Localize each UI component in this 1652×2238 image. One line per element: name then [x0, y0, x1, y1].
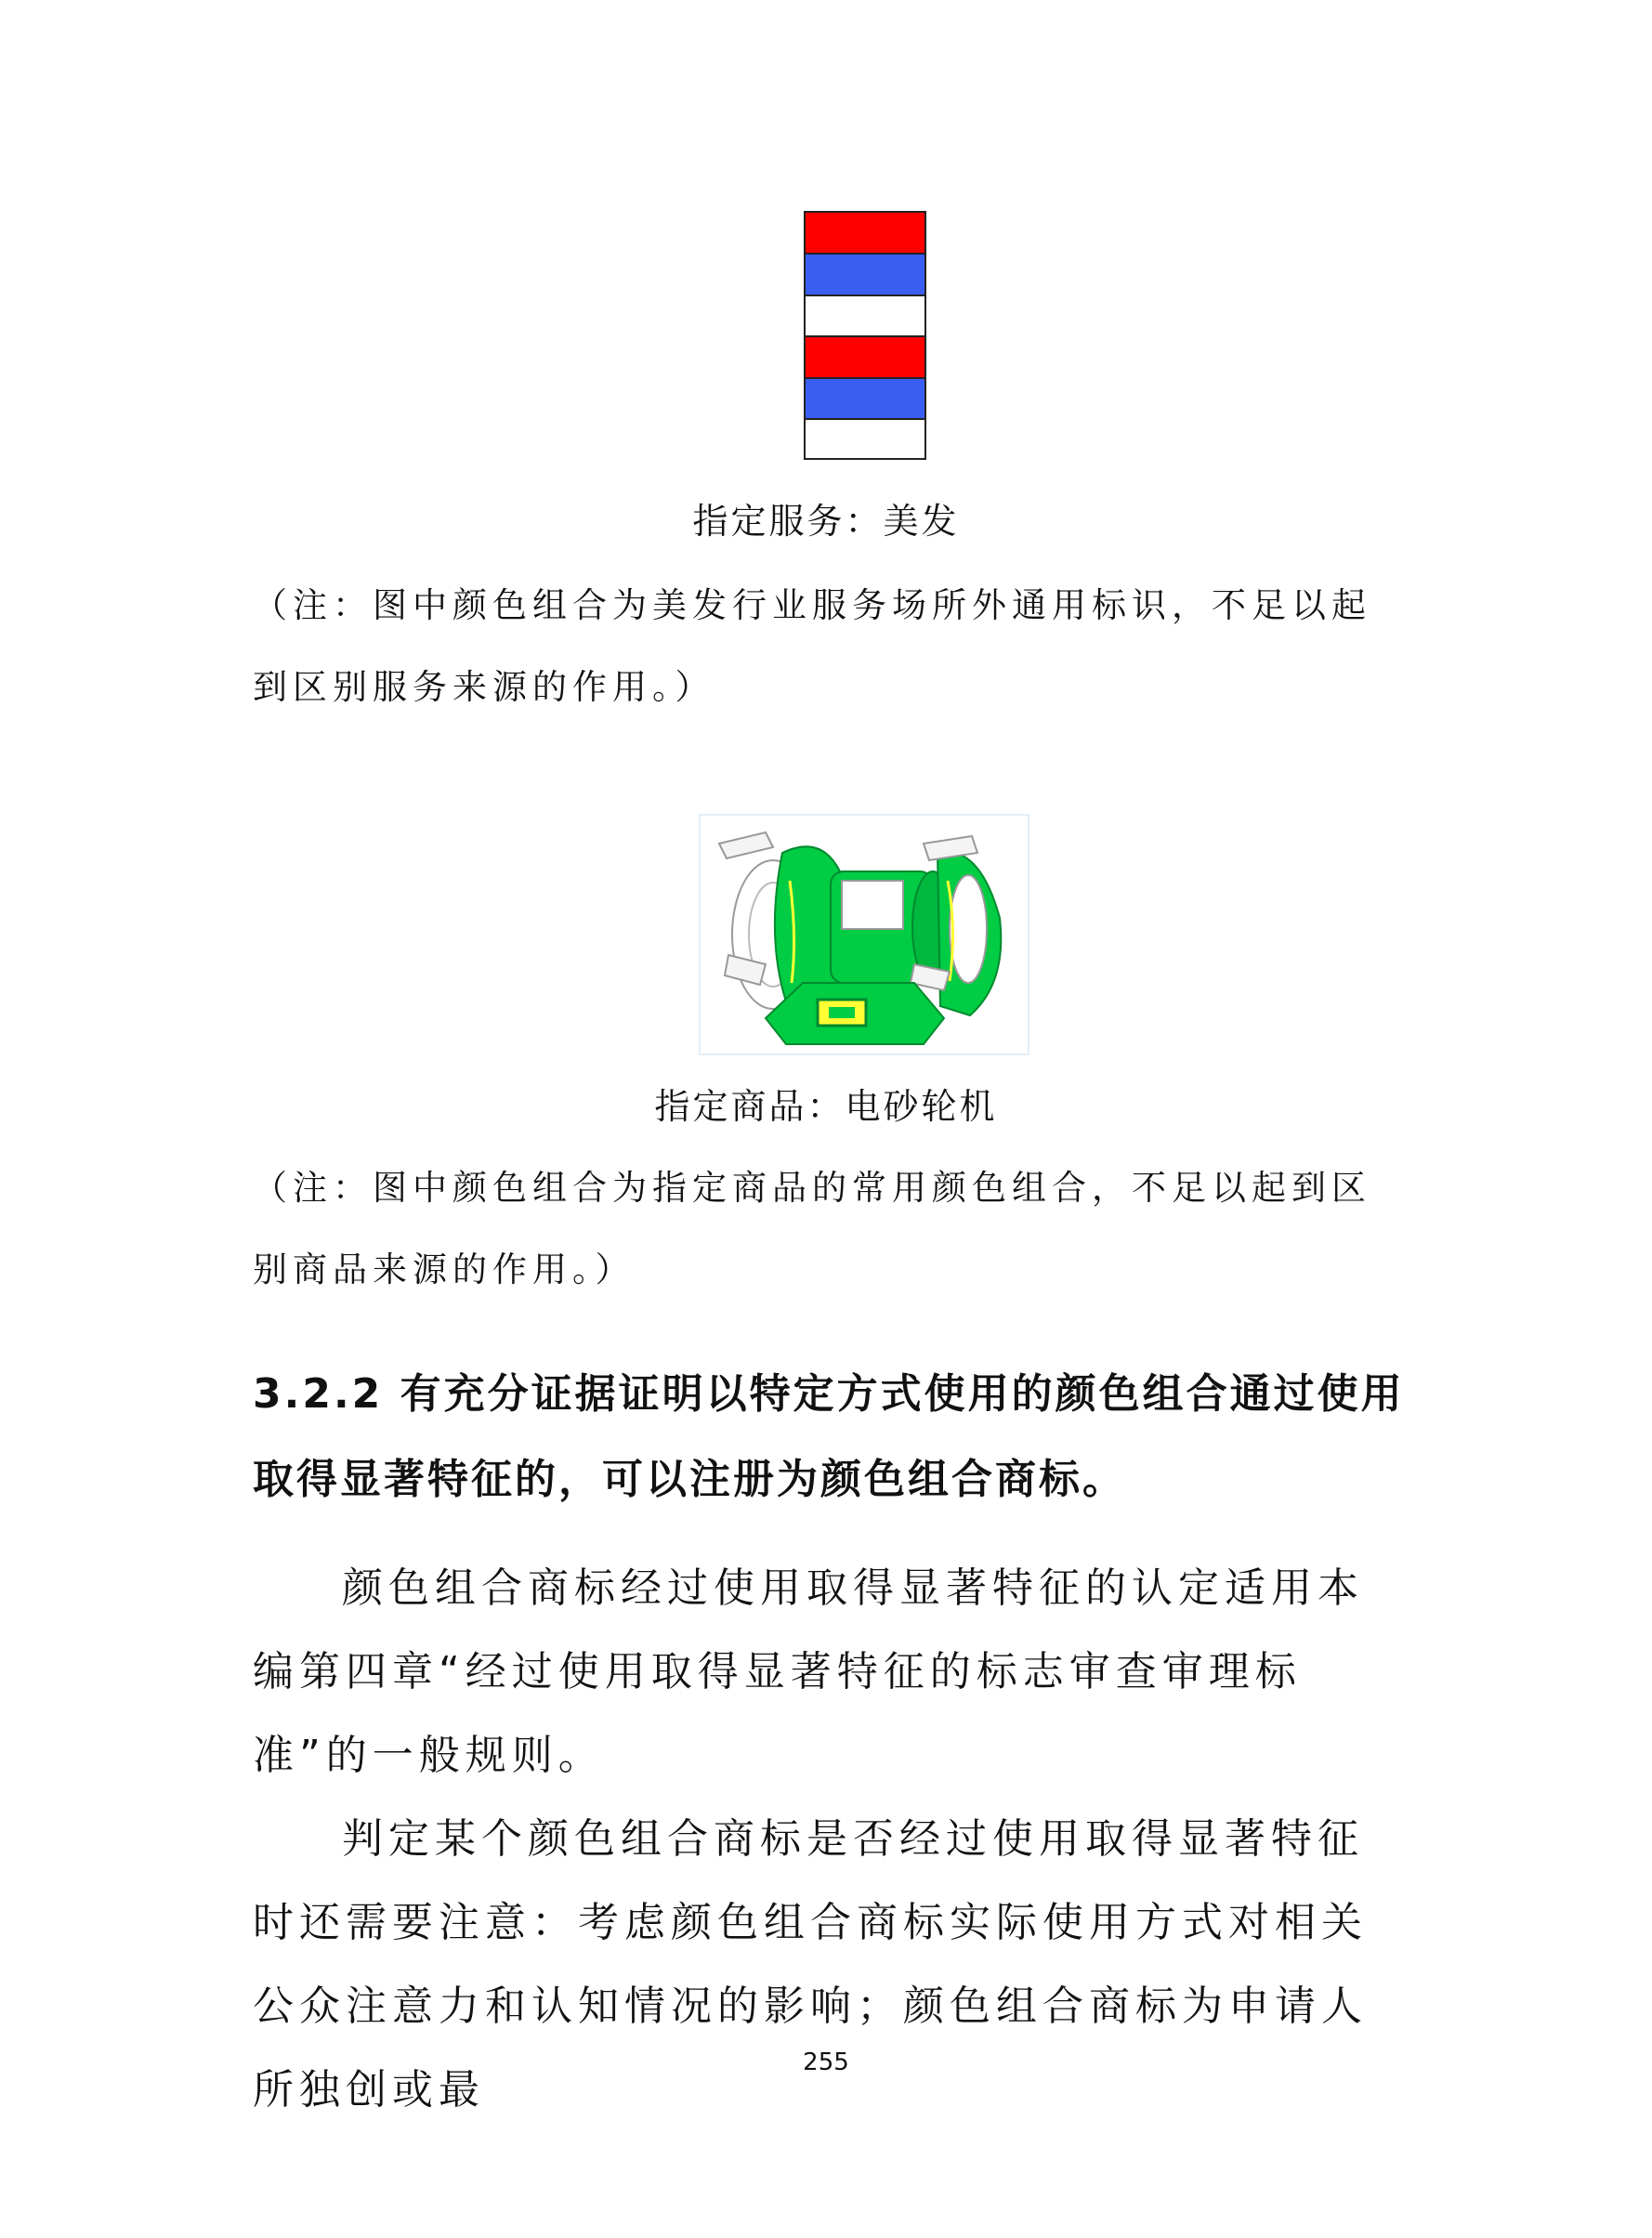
stripe-white — [806, 418, 924, 458]
figure1-caption: 指定服务：美发 — [692, 501, 960, 542]
page-number: 255 — [803, 2048, 849, 2076]
note-2: （注：图中颜色组合为指定商品的常用颜色组合，不足以起到区别商品来源的作用。） — [253, 1168, 1371, 1289]
bench-grinder-figure — [699, 814, 1029, 1055]
stripe-red — [806, 335, 924, 377]
stripe-blue — [806, 253, 924, 294]
figure2-caption: 指定商品：电砂轮机 — [654, 1086, 998, 1127]
stripe-white — [806, 294, 924, 335]
bench-grinder-icon — [701, 816, 1028, 1054]
color-stripe-figure — [804, 211, 926, 460]
section-heading: 3.2.2 有充分证据证明以特定方式使用的颜色组合通过使用取得显著特征的，可以注册为颜色组合商标。 — [253, 1370, 1405, 1503]
paragraph-1: 颜色组合商标经过使用取得显著特征的认定适用本编第四章“经过使用取得显著特征的标志审查审理标准”的一般规则。 — [253, 1564, 1364, 1779]
stripe-blue — [806, 377, 924, 418]
paragraph-2: 判定某个颜色组合商标是否经过使用取得显著特征时还需要注意：考虑颜色组合商标实际使用方式对相关公众注意力和认知情况的影响；颜色组合商标为申请人所独创或最 — [253, 1815, 1368, 2114]
note-1: （注：图中颜色组合为美发行业服务场所外通用标识，不足以起到区别服务来源的作用。） — [253, 585, 1371, 707]
stripe-red — [806, 213, 924, 253]
